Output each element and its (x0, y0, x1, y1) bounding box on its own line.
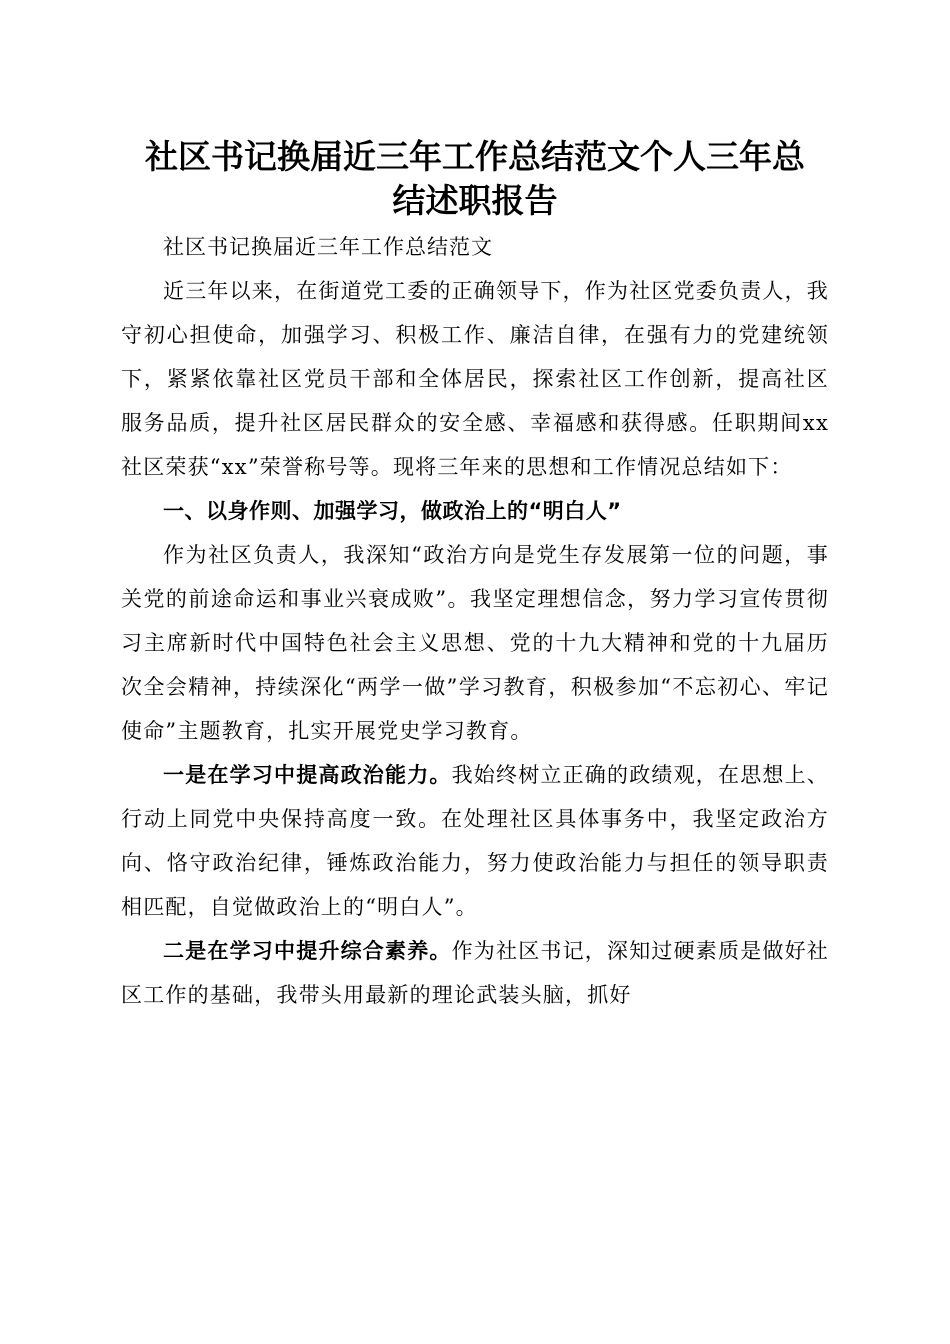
document-page (121, 135, 829, 1017)
point-1-body: 我始终树立正确的政绩观，在思想上、行动上同党中央保持高度一致。在处理社区具体事务中，我坚定政治方向、恪守政治纪律，锤炼政治能力，努力使政治能力与担任的领导职责相匹配，自觉做政治上的“明白人”。 (121, 763, 830, 919)
document-subtitle: 社区书记换届近三年工作总结范文 (163, 235, 493, 259)
point-2-lead: 二是在学习中提升综合素养。 (163, 939, 452, 963)
title-line-1: 社区书记换届近三年工作总结范文个人三年总 (145, 137, 805, 176)
document-title (121, 135, 829, 223)
title-line-2: 结述职报告 (392, 181, 558, 220)
section-1-heading: 一、以身作则、加强学习，做政治上的“明白人” (163, 499, 622, 523)
point-1-paragraph (121, 753, 829, 929)
intro-paragraph: 近三年以来，在街道党工委的正确领导下，作为社区党委负责人，我守初心担使命，加强学习、积极工作、廉洁自律，在强有力的党建统领下，紧紧依靠社区党员干部和全体居民，探索社区工作创新，提高社区服务品质，提升社区居民群众的安全感、幸福感和获得感。任职期间xx社区荣获“xx”荣誉称号等。现将三年来的思想和工作情况总结如下： (121, 279, 829, 479)
point-2-body: 作为社区书记，深知过硬素质是做好社区工作的基础，我带头用最新的理论武装头脑，抓好 (121, 939, 830, 1007)
point-2-paragraph (121, 929, 829, 1017)
section-1-paragraph: 作为社区负责人，我深知“政治方向是党生存发展第一位的问题，事关党的前途命运和事业兴衰成败”。我坚定理想信念，努力学习宣传贯彻习主席新时代中国特色社会主义思想、党的十九大精神和党的十九届历次全会精神，持续深化“两学一做”学习教育，积极参加“不忘初心、牢记使命”主题教育，扎实开展党史学习教育。 (121, 543, 829, 743)
point-1-lead: 一是在学习中提高政治能力。 (163, 763, 452, 787)
